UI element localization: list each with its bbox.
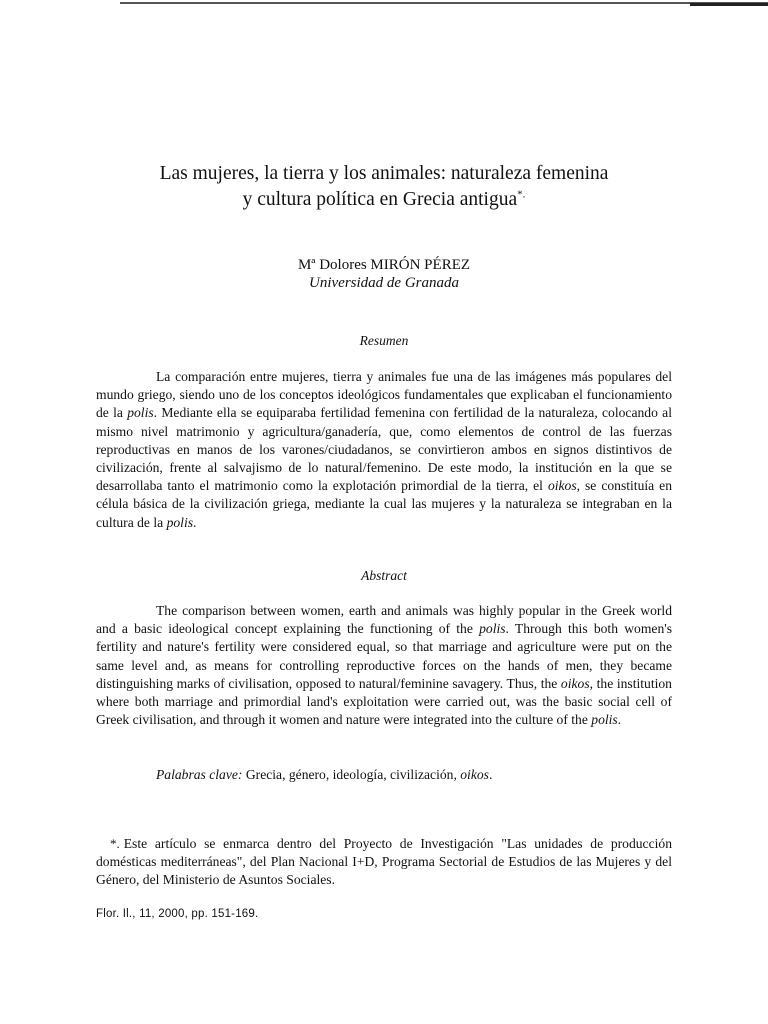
abstract-polis-1: polis [479,621,506,637]
abstract-text-1: The comparison between women, earth and animals was highly popular in the Greek world and a basic ideological concept explaining the functioning of the [96,603,672,637]
abstract-polis-2: polis [591,712,618,728]
resumen-text-3: , se constituía en célula básica de la civilización griega, mediante la cual las mujeres y la naturaleza se integraban en la cultura de la [96,478,672,530]
abstract-paragraph [96,602,672,729]
scan-top-rule [120,2,768,4]
author-name: Mª Dolores MIRÓN PÉREZ [297,257,471,273]
resumen-text-1: La comparación entre mujeres, tierra y animales fue una de las imágenes más populares del mundo griego, siendo uno de los conceptos ideológicos fundamentales que explicaban el funcionamiento de la [96,369,672,421]
keywords-line [156,766,672,784]
resumen-polis-1: polis [127,405,154,421]
title-line-1: Las mujeres, la tierra y los animales: naturaleza femenina [159,163,609,184]
footnote [96,835,672,890]
resumen-text-2: . Mediante ella se equiparaba fertilidad femenina con fertilidad de la naturaleza, colocando al mismo nivel matrimonio y agricultura/ganadería, que, como elementos de control de las fuerzas reproductivas en manos de los varones/ciudadanos, se convirtieron ambos en signos distintivos de civilización, frente al salvajismo de lo natural/femenino. De este modo, la institución en la que se desarrollaba tanto el matrimonio como la explotación primordial de la tierra, el [96,405,672,494]
keywords-label: Palabras clave: [156,767,243,782]
title-line-2: y cultura política en Grecia antigua [242,189,518,210]
abstract-text-2: . Through this both women's fertility and nature's fertility were considered equal, so that marriage and agriculture were put on the same level and, as means for controlling reproductive forces on the hands of men, they became distinguishing marks of civilisation, opposed to natural/feminine savagery. Thus, the [96,621,672,691]
resumen-heading: Resumen [359,333,409,348]
resumen-polis-2: polis [166,514,194,530]
resumen-paragraph [96,368,672,532]
abstract-heading: Abstract [361,568,407,583]
resumen-text-4: . [193,514,197,530]
abstract-text-4: . [617,712,622,728]
abstract-oikos: oikos [560,675,590,691]
keywords-end: . [488,767,493,782]
footnote-mark: *. [110,836,120,851]
keywords-last-term: oikos [460,767,489,782]
article-title [96,161,672,213]
author-affiliation: Universidad de Granada [309,275,459,291]
title-footnote-marker: *. [517,188,526,201]
abstract-text-3: , the institution where both marriage and primordial land's exploitation were carried out, was the basic social cell of Greek civilisation, and through it women and nature were integrated into the culture of the [96,675,672,728]
journal-citation: Flor. Il., 11, 2000, pp. 151-169. [96,908,259,920]
resumen-oikos: oikos [547,478,577,494]
scan-top-rule-dark [690,3,768,6]
footnote-text: Este artículo se enmarca dentro del Proyecto de Investigación "Las unidades de producción domésticas mediterráneas", del Plan Nacional I+D, Programa Sectorial de Estudios de las Mujeres y del Género, del Ministerio de Asuntos Sociales. [96,836,672,888]
keywords-terms: Grecia, género, ideología, civilización, [242,767,461,782]
